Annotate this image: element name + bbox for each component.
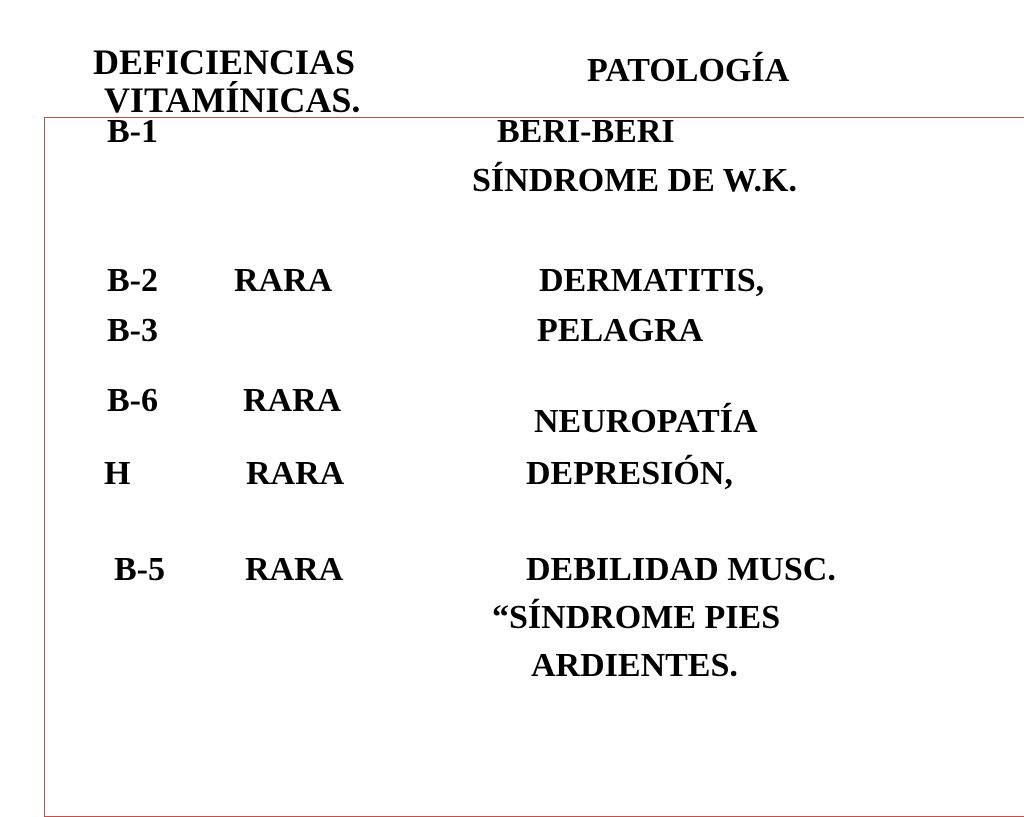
pathology-b1-line2: SÍNDROME DE W.K. xyxy=(472,162,797,199)
pathology-b5-line1: DEBILIDAD MUSC. xyxy=(526,551,836,588)
header-left-line1: DEFICIENCIAS xyxy=(93,42,356,82)
header-right: PATOLOGÍA xyxy=(587,52,790,89)
frequency-b6: RARA xyxy=(243,382,342,419)
pathology-b5-line3: ARDIENTES. xyxy=(531,647,738,684)
vitamin-b3: B-3 xyxy=(107,312,158,349)
vitamin-b5: B-5 xyxy=(114,551,165,588)
header-left-line2: VITAMÍNICAS. xyxy=(104,80,361,120)
pathology-b1-line1: BERI-BERI xyxy=(497,113,675,150)
frequency-b5: RARA xyxy=(245,551,344,588)
pathology-b5-line2: “SÍNDROME PIES xyxy=(492,599,781,636)
pathology-h: DEPRESIÓN, xyxy=(526,455,733,492)
vitamin-b2: B-2 xyxy=(107,262,158,299)
frequency-h: RARA xyxy=(246,455,345,492)
vitamin-b6: B-6 xyxy=(107,382,158,419)
vitamin-b1: B-1 xyxy=(107,113,158,150)
pathology-b2: DERMATITIS, xyxy=(539,262,765,299)
vitamin-h: H xyxy=(104,455,131,492)
pathology-b3: PELAGRA xyxy=(537,312,704,349)
pathology-b6: NEUROPATÍA xyxy=(534,403,758,440)
frequency-b2: RARA xyxy=(234,262,333,299)
